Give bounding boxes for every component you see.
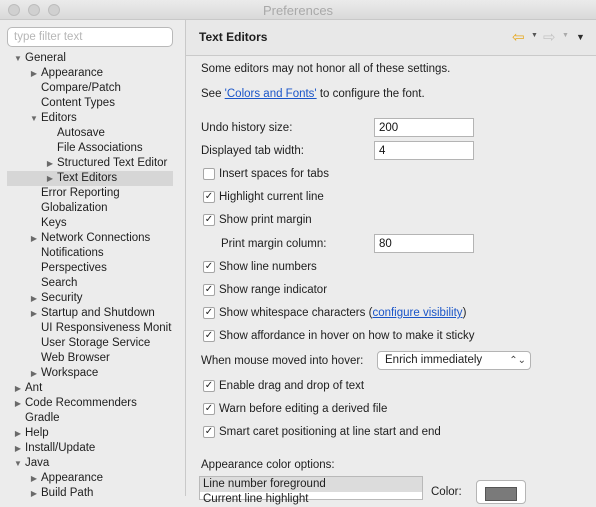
window-titlebar xyxy=(0,0,596,20)
tree-item-label: Ant xyxy=(25,382,43,394)
tree-item[interactable] xyxy=(7,186,185,201)
tree-item-label: Startup and Shutdown xyxy=(41,307,155,319)
tree-item[interactable] xyxy=(7,261,185,276)
tree-item[interactable] xyxy=(7,246,185,261)
expanded-triangle-icon[interactable]: ▼ xyxy=(30,114,38,123)
tree-item-label: Web Browser xyxy=(41,352,110,364)
tree-item[interactable] xyxy=(7,471,185,486)
collapsed-triangle-icon[interactable]: ▶ xyxy=(14,384,22,393)
tree-item[interactable] xyxy=(7,201,185,216)
tree-item[interactable] xyxy=(7,216,185,231)
tree-item[interactable] xyxy=(7,456,185,471)
tree-item-label: Appearance xyxy=(41,67,104,79)
checkbox-box[interactable]: ✓ xyxy=(204,330,214,341)
tree-item-label: Structured Text Editor xyxy=(57,157,168,169)
forward-history-chevron-icon[interactable]: ▼ xyxy=(562,32,569,39)
tree-item-label: User Storage Service xyxy=(41,337,151,349)
page-title: Text Editors xyxy=(199,30,268,44)
collapsed-triangle-icon[interactable]: ▶ xyxy=(30,489,38,498)
tree-item[interactable] xyxy=(7,306,185,321)
settings-note: Some editors may not honor all of these settings. xyxy=(201,63,451,75)
tree-item-label: Search xyxy=(41,277,78,289)
tree-item[interactable] xyxy=(7,51,185,66)
tree-item-label: File Associations xyxy=(57,142,143,154)
hover-behavior-select[interactable] xyxy=(377,351,531,370)
tree-item[interactable] xyxy=(7,111,185,126)
tree-item[interactable] xyxy=(7,441,185,456)
collapsed-triangle-icon[interactable]: ▶ xyxy=(14,399,22,408)
checkbox-box[interactable]: ✓ xyxy=(204,380,214,391)
paren-close: ) xyxy=(462,307,467,319)
tree-item-label: Workspace xyxy=(41,367,99,379)
tree-item[interactable] xyxy=(7,396,185,411)
expanded-triangle-icon[interactable]: ▼ xyxy=(14,459,22,468)
paren-open: ( xyxy=(368,307,373,319)
select-chevron-icon: ⌃⌄ xyxy=(509,355,526,366)
tree-item[interactable] xyxy=(7,366,185,381)
tree-item-label: Build Path xyxy=(41,487,94,499)
expanded-triangle-icon[interactable]: ▼ xyxy=(14,54,22,63)
preferences-sidebar xyxy=(0,20,185,499)
collapsed-triangle-icon[interactable]: ▶ xyxy=(46,174,54,183)
configure-visibility-link[interactable]: configure visibility xyxy=(372,307,463,319)
checkbox-label: Warn before editing a derived file xyxy=(219,403,388,415)
tree-item[interactable] xyxy=(7,141,185,156)
tree-item-label: Compare/Patch xyxy=(41,82,121,94)
window-title: Preferences xyxy=(262,3,334,18)
collapsed-triangle-icon[interactable]: ▶ xyxy=(30,69,38,78)
checkbox-box[interactable]: ✓ xyxy=(204,403,214,414)
font-config-line xyxy=(201,87,425,101)
tree-item[interactable] xyxy=(7,66,185,81)
hover-behavior-label: When mouse moved into hover: xyxy=(201,355,364,367)
forward-arrow-icon[interactable]: ⇨ xyxy=(543,29,556,46)
tree-item-label: Perspectives xyxy=(41,262,107,274)
hover-behavior-value: Enrich immediately xyxy=(385,354,483,366)
appearance-color-list[interactable] xyxy=(199,476,423,505)
tree-item-label: Notifications xyxy=(41,247,104,259)
tree-item-label: Code Recommenders xyxy=(25,397,137,409)
tree-item[interactable] xyxy=(7,81,185,96)
checkbox-label: Show line numbers xyxy=(219,261,317,273)
collapsed-triangle-icon[interactable]: ▶ xyxy=(30,309,38,318)
tree-item-label: Content Types xyxy=(41,97,115,109)
checkbox-box[interactable]: ✓ xyxy=(204,261,214,272)
back-arrow-icon[interactable]: ⇦ xyxy=(512,29,525,46)
collapsed-triangle-icon[interactable]: ▶ xyxy=(14,429,22,438)
font-config-prefix: See xyxy=(201,88,225,100)
checkbox-label xyxy=(219,306,466,320)
checkbox-label: Show affordance in hover on how to make it sticky xyxy=(219,330,475,342)
print-margin-column-input[interactable] xyxy=(374,234,474,253)
tree-item[interactable] xyxy=(7,486,185,501)
checkbox-label: Show range indicator xyxy=(219,284,328,296)
colors-and-fonts-link[interactable]: 'Colors and Fonts' xyxy=(224,88,317,100)
tree-item[interactable] xyxy=(7,126,185,141)
collapsed-triangle-icon[interactable]: ▶ xyxy=(14,444,22,453)
checkbox-label: Insert spaces for tabs xyxy=(219,168,329,180)
tree-item-label: Appearance xyxy=(41,472,104,484)
collapsed-triangle-icon[interactable]: ▶ xyxy=(30,369,38,378)
tree-item[interactable] xyxy=(7,351,185,366)
print-margin-column-label: Print margin column: xyxy=(221,238,327,250)
checkbox-box[interactable] xyxy=(203,168,215,180)
back-history-chevron-icon[interactable]: ▼ xyxy=(531,32,538,39)
color-swatch xyxy=(485,487,517,501)
tree-item[interactable] xyxy=(7,171,173,186)
checkbox-box[interactable]: ✓ xyxy=(204,307,214,318)
whitespace-label-text: Show whitespace characters xyxy=(219,307,366,319)
tree-item-label: Help xyxy=(25,427,49,439)
tree-item[interactable] xyxy=(7,381,185,396)
checkbox-box[interactable]: ✓ xyxy=(204,284,214,295)
undo-history-label: Undo history size: xyxy=(201,122,293,134)
tree-item-label: Gradle xyxy=(25,412,60,424)
font-config-suffix: to configure the font. xyxy=(316,88,425,100)
tree-item[interactable] xyxy=(7,276,185,291)
tree-item[interactable] xyxy=(7,321,185,336)
page-header xyxy=(186,20,596,56)
tree-item-label: Keys xyxy=(41,217,67,229)
tree-item[interactable] xyxy=(7,336,185,351)
color-picker-button[interactable] xyxy=(476,480,526,504)
tree-item-label: Autosave xyxy=(57,127,105,139)
tree-item-label: Network Connections xyxy=(41,232,151,244)
checkbox-label: Smart caret positioning at line start and end xyxy=(219,426,441,438)
tree-item-label: Globalization xyxy=(41,202,108,214)
tree-item[interactable] xyxy=(7,156,185,171)
preferences-tree xyxy=(7,51,185,501)
filter-input[interactable] xyxy=(7,27,173,47)
tree-item-label: Editors xyxy=(41,112,77,124)
collapsed-triangle-icon[interactable]: ▶ xyxy=(30,234,38,243)
checkbox-box[interactable]: ✓ xyxy=(204,426,214,437)
color-option-item[interactable]: Current line highlight xyxy=(203,493,309,505)
tab-width-input[interactable] xyxy=(374,141,474,160)
tree-item[interactable] xyxy=(7,426,185,441)
tree-item-label: UI Responsiveness Monit xyxy=(41,322,172,334)
color-option-item[interactable]: Line number foreground xyxy=(200,477,422,492)
collapsed-triangle-icon[interactable]: ▶ xyxy=(46,159,54,168)
tree-item-label: Error Reporting xyxy=(41,187,120,199)
tree-item-label: Install/Update xyxy=(25,442,96,454)
tree-item[interactable] xyxy=(7,231,185,246)
tree-item[interactable] xyxy=(7,291,185,306)
tree-item-label: Text Editors xyxy=(57,172,118,184)
checkbox-label: Show print margin xyxy=(219,214,312,226)
checkbox-label: Highlight current line xyxy=(219,191,324,203)
appearance-color-options-label: Appearance color options: xyxy=(201,459,335,471)
tree-item[interactable] xyxy=(7,411,185,426)
undo-history-input[interactable] xyxy=(374,118,474,137)
checkbox-box[interactable]: ✓ xyxy=(204,191,214,202)
tree-item[interactable] xyxy=(7,96,185,111)
checkbox-box[interactable]: ✓ xyxy=(204,214,214,225)
tab-width-label: Displayed tab width: xyxy=(201,145,304,157)
view-menu-icon[interactable]: ▼ xyxy=(576,32,585,42)
tree-item-label: General xyxy=(25,52,66,64)
tree-item-label: Security xyxy=(41,292,83,304)
tree-item-label: Java xyxy=(25,457,50,469)
checkbox-label: Enable drag and drop of text xyxy=(219,380,365,392)
collapsed-triangle-icon[interactable]: ▶ xyxy=(30,294,38,303)
color-label: Color: xyxy=(431,486,462,498)
collapsed-triangle-icon[interactable]: ▶ xyxy=(30,474,38,483)
preference-page xyxy=(186,20,596,505)
